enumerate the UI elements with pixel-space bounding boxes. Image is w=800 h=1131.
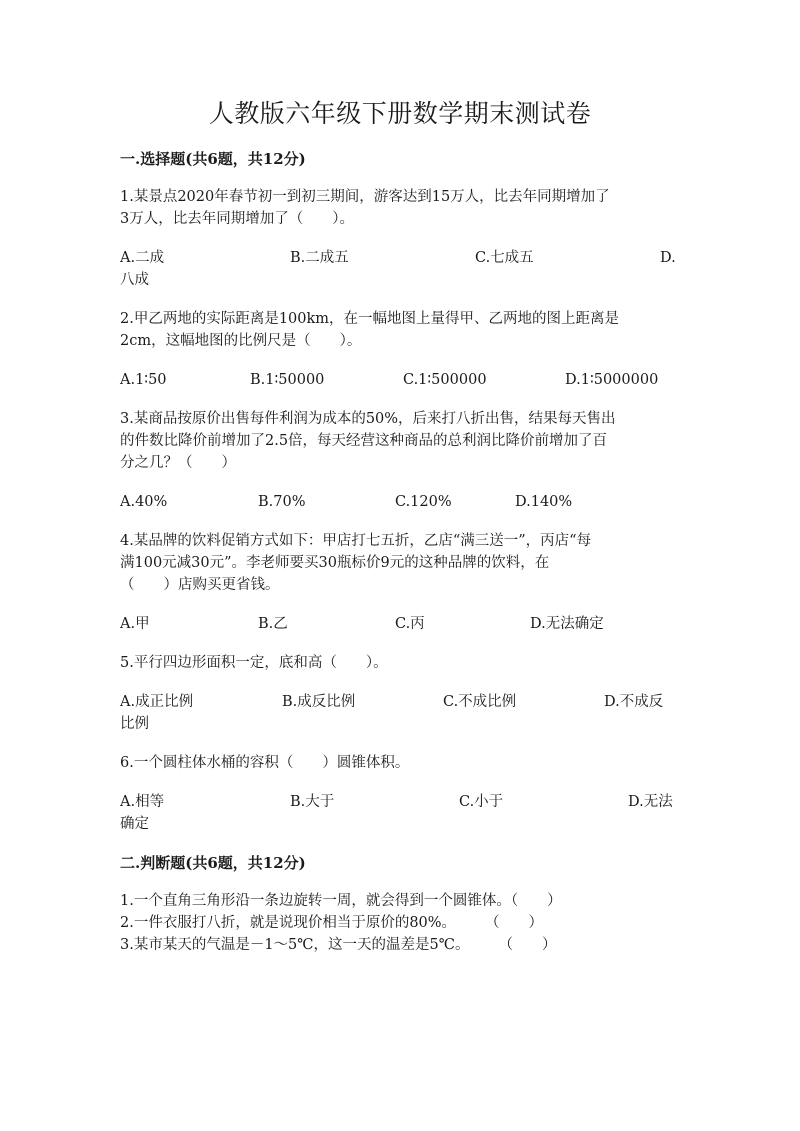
judgment-item-3: 3.某市某天的气温是－1～5℃，这一天的温差是5℃。 （ ） [120, 937, 557, 953]
question-6-line-1: 6.一个圆柱体水桶的容积（ ）圆锥体积。 [120, 755, 410, 771]
question-3-option-c: C.120% [395, 494, 452, 510]
section-heading-judgment: 二.判断题(共6题，共12分) [120, 854, 306, 872]
question-2-line-1: 2.甲乙两地的实际距离是100km，在一幅地图上量得甲、乙两地的图上距离是 [120, 311, 620, 327]
question-3-option-d: D.140% [515, 494, 573, 510]
question-6-option-d: D.无法 [628, 794, 673, 810]
judgment-item-2: 2.一件衣服打八折，就是说现价相当于原价的80%。 （ ） [120, 915, 544, 931]
question-5-line-1: 5.平行四边形面积一定，底和高（ ）。 [120, 655, 388, 671]
question-5-option-a: A.成正比例 [120, 694, 194, 710]
question-3-line-3: 分之几？（ ） [120, 455, 236, 471]
question-4-line-1: 4.某品牌的饮料促销方式如下：甲店打七五折，乙店“满三送一”，丙店“每 [120, 533, 592, 549]
question-1-line-1: 1.某景点2020年春节初一到初三期间，游客达到15万人，比去年同期增加了 [120, 189, 610, 205]
section-heading-choice: 一.选择题(共6题，共12分) [120, 150, 306, 168]
judgment-item-1: 1.一个直角三角形沿一条边旋转一周，就会得到一个圆锥体。（ ） [120, 893, 562, 909]
question-3-option-a: A.40% [120, 494, 168, 510]
question-6-option-c: C.小于 [459, 794, 504, 810]
question-1-option-d: D. [660, 250, 676, 266]
question-2-option-a: A.1∶50 [120, 372, 167, 388]
question-6-option-b: B.大于 [290, 794, 335, 810]
question-1-option-a: A.二成 [120, 250, 165, 266]
question-5-option-c: C.不成比例 [443, 694, 517, 710]
question-6-option-a: A.相等 [120, 794, 165, 810]
question-4-option-b: B.乙 [258, 616, 288, 632]
question-6-option-d-wrap: 确定 [120, 816, 149, 832]
question-1-line-2: 3万人，比去年同期增加了（ ）。 [120, 211, 354, 227]
question-2-option-c: C.1∶500000 [403, 372, 487, 388]
question-2-line-2: 2cm，这幅地图的比例尺是（ ）。 [120, 333, 362, 349]
question-3-option-b: B.70% [258, 494, 306, 510]
question-1-option-b: B.二成五 [290, 250, 349, 266]
question-5-option-d: D.不成反 [604, 694, 664, 710]
question-4-line-2: 满100元减30元”。李老师要买30瓶标价9元的这种品牌的饮料，在 [120, 555, 550, 571]
question-5-option-d-wrap: 比例 [120, 716, 149, 732]
question-1-option-c: C.七成五 [475, 250, 534, 266]
question-5-option-b: B.成反比例 [282, 694, 356, 710]
question-4-line-3: （ ）店购买更省钱。 [120, 577, 280, 593]
question-3-line-1: 3.某商品按原价出售每件利润为成本的50%，后来打八折出售，结果每天售出 [120, 411, 616, 427]
question-2-option-b: B.1∶50000 [250, 372, 325, 388]
question-4-option-a: A.甲 [120, 616, 150, 632]
page-title: 人教版六年级下册数学期末测试卷 [208, 99, 592, 128]
question-1-option-d-wrap: 八成 [120, 272, 149, 288]
question-3-line-2: 的件数比降价前增加了2.5倍，每天经营这种商品的总利润比降价前增加了百 [120, 433, 608, 449]
question-4-option-c: C.丙 [395, 616, 425, 632]
question-4-option-d: D.无法确定 [530, 616, 604, 632]
question-2-option-d: D.1∶5000000 [565, 372, 659, 388]
